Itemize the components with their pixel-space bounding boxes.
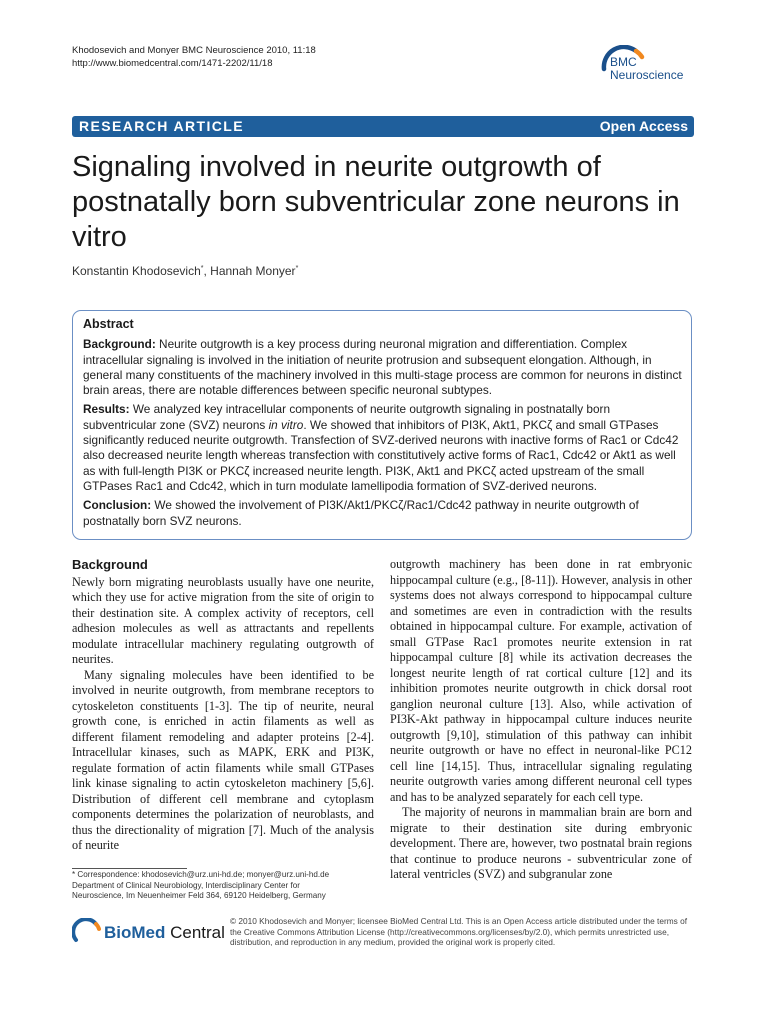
body-column-right [390, 557, 692, 883]
abstract-text: We showed the involvement of PI3K/Akt1/PKCζ/Rac1/Cdc42 pathway in neurite outgrowth of postnatally born SVZ neurons. [83, 498, 639, 528]
footnote-line: Department of Clinical Neurobiology, Interdisciplinary Center for [72, 880, 300, 890]
author-name: Konstantin Khodosevich [72, 264, 201, 278]
body-paragraph: Newly born migrating neuroblasts usually have one neurite, which they use for active migration from the site of origin to their destination site. A complex activity of receptors, cell adhesion molecules as well as attractants and repellents modulate intracellular machinery regulating outgrowth of neurites. [72, 574, 374, 666]
article-url-link[interactable]: http://www.biomedcentral.com/1471-2202/11/18 [72, 58, 273, 69]
abstract-text: We analyzed key intracellular components of neurite outgrowth signaling in postnatally born subventricular zone (SVZ) neurons [83, 402, 610, 432]
journal-logo-line1: BMC [610, 55, 637, 69]
correspondence-footnote [72, 870, 382, 902]
abstract-results [83, 402, 685, 494]
footnote-line: Neuroscience, Im Neuenheimer Feld 364, 69120 Heidelberg, Germany [72, 891, 326, 900]
footnote-line: * Correspondence: khodosevich@urz.uni-hd.de; monyer@urz.uni-hd.de [72, 870, 330, 879]
corresponding-mark: * [295, 265, 299, 272]
abstract-text: . We showed that inhibitors of PI3K, Akt1, PKCζ and small GTPases significantly reduced neurite outgrowth. Transfection of SVZ-derived neurons with inactive forms of Rac1 or Cdc42 also decreased neurite length whereas transfection with constitutively active forms of Rac1, Cdc42 or Akt1 as well as with full-length PI3K or PKCζ increased neurite length. PI3K, Akt1 and PKCζ acted upstream of the small GTPases Rac1 and Cdc42, which in turn modulate lamellipodia formation of SVZ-derived neurons. [83, 417, 679, 493]
abstract-label: Conclusion: [83, 498, 152, 513]
footnote-divider [72, 868, 187, 869]
article-title: Signaling involved in neurite outgrowth of postnatally born subventricular zone neurons in vitro [72, 151, 680, 253]
abstract-label: Background: [83, 337, 156, 352]
author-name: , Hannah Monyer [203, 264, 296, 278]
citation-header [72, 44, 316, 70]
abstract-heading: Abstract [83, 317, 134, 331]
section-heading: Background [72, 557, 148, 572]
author-list [72, 264, 298, 278]
body-column-left [72, 557, 374, 854]
citation-line: Khodosevich and Monyer BMC Neuroscience 2010, 11:18 [72, 45, 316, 56]
abstract-background [83, 337, 685, 398]
article-type-banner [72, 116, 694, 137]
bmc-neuroscience-logo [598, 45, 698, 95]
body-paragraph: outgrowth machinery has been done in rat embryonic hippocampal culture (e.g., [8-11]). However, analysis in other systems does not always correspond to hippocampal culture and sometimes are even in contradiction with the results obtained in hippocampal culture. For example, activation of small GTPase Rac1 promotes neurite extension in rat hippocampal culture [8] while its activation decreases the longest neurite length of rat cortical culture [12] and its inhibition promotes neurite outgrowth in chick dorsal root ganglion neuronal culture [13]. Also, while activation of PI3K-Akt pathway in hippocampal culture induces neurite outgrowth [9,10], stimulation of this pathway can inhibit neurite outgrowth or have no effect in neuronal-like PC12 cell line [14,15]. Thus, intracellular signaling regulating neurite outgrowth varies among different neuronal cell types and has to be analyzed separately for each cell type. [390, 557, 692, 804]
abstract-conclusion [83, 498, 685, 529]
journal-logo-line2: Neuroscience [610, 68, 684, 82]
biomed-central-mark-icon [72, 918, 102, 948]
corresponding-mark: * [200, 265, 204, 272]
body-paragraph: The majority of neurons in mammalian brain are born and migrate to their destination site during embryonic development. There are, however, two postnatal brain regions that continue to produce neurons - subventricular zone of lateral ventricles (SVZ) and subgranular zone [390, 805, 692, 881]
body-paragraph: Many signaling molecules have been identified to be involved in neurite outgrowth, from membrane receptors to cytoskeleton constituents [1-3]. The tip of neurite, neural growth cone, is enriched in actin filaments as well as different filament remodeling and adapter proteins [2-4]. Intracellular kinases, such as MAPK, ERK and PI3K, regulate formation of actin filaments while small GTPases link kinase signaling to actin cytoskeleton machinery [5,6]. Distribution of different cell membrane and cytoplasm components determines the polarization of neuroblasts, and thus the directionality of migration [7]. Much of the analysis of neurite [72, 667, 374, 852]
abstract-label: Results: [83, 402, 130, 417]
biomed-central-logo [72, 918, 225, 948]
open-access-label: Open Access [599, 118, 688, 134]
license-statement: © 2010 Khodosevich and Monyer; licensee BioMed Central Ltd. This is an Open Access article distributed under the terms of the Creative Commons Attribution License (http://creativecommons.org/licenses/by/2.0), which permits unrestricted use, distribution, and reproduction in any medium, provided the original work is properly cited. [230, 916, 688, 947]
publisher-name: Central [165, 923, 225, 942]
abstract-italic-text: in vitro [268, 417, 304, 432]
publisher-name: BioMed [104, 923, 166, 942]
abstract [83, 317, 685, 533]
abstract-text: Neurite outgrowth is a key process during neuronal migration and differentiation. Complex intracellular signaling is involved in the initiation of neurite protrusion and subsequent elongation. Although, in general many constituents of the machinery involved in this multi-stage process are common for neurons in distinct brain areas, there are notable differences between specific neuronal subtypes. [83, 337, 682, 398]
article-type-label: RESEARCH ARTICLE [79, 118, 244, 134]
